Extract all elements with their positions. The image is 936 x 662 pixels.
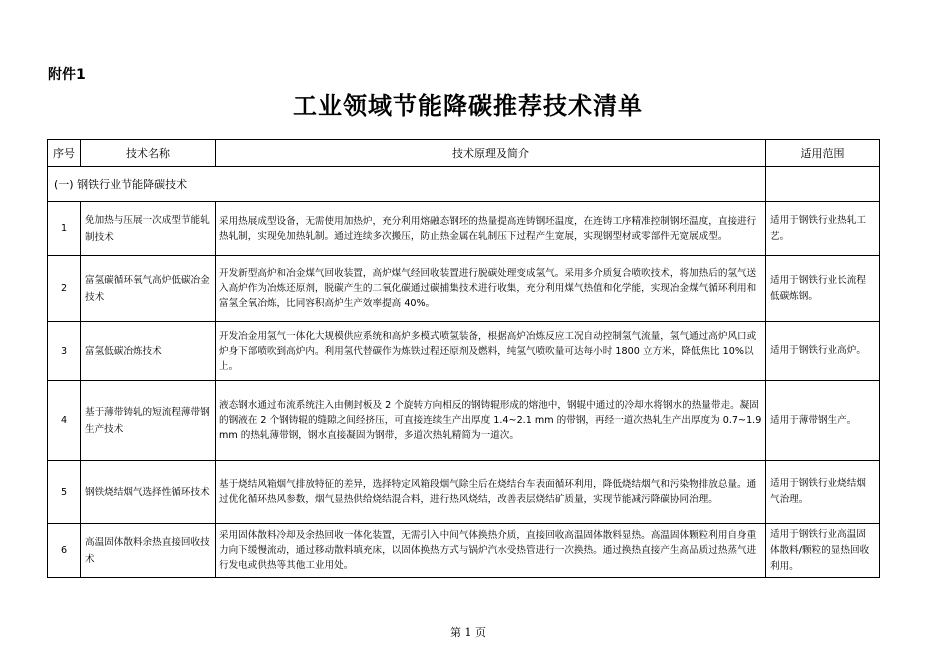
row-description: 采用固体散料冷却及余热回收一体化装置，无需引入中间气体换热介质，直接回收高温固体散料显热。高温固体颗粒利用自身重力向下缓慢流动，通过移动散料填充床，以固体换热方式与锅炉汽水受热管进行一次换热。通过换热直接产生高品质过热蒸气进行发电或供热等其他工业用处。 <box>216 524 766 578</box>
row-name: 免加热与压展一次成型节能轧制技术 <box>81 202 216 256</box>
table-row <box>48 256 880 322</box>
row-description: 基于烧结风箱烟气排放特征的差异，选择特定风箱段烟气除尘后在烧结台车表面循环利用，降低烧结烟气和污染物排放总量。通过优化循环热风参数，烟气显热供给烧结混合料，进行热风烧结，改善表层烧结矿质量，实现节能减污降碳协同治理。 <box>216 461 766 524</box>
row-description: 液态钢水通过布流系统注入由侧封板及 2 个旋转方向相反的钢铸辊形成的熔池中，钢辊中通过的冷却水将钢水的热量带走。凝固的钢液在 2 个钢铸辊的缝隙之间经挤压，可直接连续生产出厚度 1.4~2.1 mm 的带钢，再经一道次热轧生产出厚度为 0.7~1.9 mm 的热轧薄带钢，钢水直接凝固为钢带，多道次热轧精简为一道次。 <box>216 381 766 461</box>
table-row <box>48 202 880 256</box>
row-index: 5 <box>48 461 81 524</box>
table-row <box>48 322 880 381</box>
page-number: 第 1 页 <box>450 626 486 639</box>
row-description: 采用热展成型设备，无需使用加热炉，充分利用熔融态钢坯的热量提高连铸钢坯温度，在连铸工序精准控制钢坯温度，直接进行热轧制，实现免加热轧制。通过连续多次搬压，防止热金属在轧制压下过程产生宽展，实现钢型材或零部件无宽展成型。 <box>216 202 766 256</box>
technology-table <box>47 139 880 578</box>
row-name: 钢铁烧结烟气选择性循环技术 <box>81 461 216 524</box>
header-name: 技术名称 <box>81 140 216 167</box>
row-scope: 适用于钢铁行业高炉。 <box>766 322 880 381</box>
header-index: 序号 <box>48 140 81 167</box>
header-principle: 技术原理及简介 <box>216 140 766 167</box>
row-scope: 适用于钢铁行业长流程低碳炼钢。 <box>766 256 880 322</box>
row-scope: 适用于钢铁行业烧结烟气治理。 <box>766 461 880 524</box>
section-empty-cell <box>766 167 880 202</box>
row-index: 1 <box>48 202 81 256</box>
row-index: 2 <box>48 256 81 322</box>
row-name: 富氢低碳冶炼技术 <box>81 322 216 381</box>
row-name: 基于薄带铸轧的短流程薄带钢生产技术 <box>81 381 216 461</box>
row-index: 4 <box>48 381 81 461</box>
section-row <box>48 167 880 202</box>
row-name: 高温固体散料余热直接回收技术 <box>81 524 216 578</box>
row-scope: 适用于钢铁行业高温固体散料/颗粒的显热回收利用。 <box>766 524 880 578</box>
row-index: 3 <box>48 322 81 381</box>
table-row <box>48 381 880 461</box>
document-title: 工业领域节能降碳推荐技术清单 <box>293 91 643 120</box>
row-scope: 适用于薄带钢生产。 <box>766 381 880 461</box>
row-name: 富氢碳循环氧气高炉低碳冶金技术 <box>81 256 216 322</box>
row-scope: 适用于钢铁行业热轧工艺。 <box>766 202 880 256</box>
header-scope: 适用范围 <box>766 140 880 167</box>
table-row <box>48 461 880 524</box>
table-header-row <box>48 140 880 167</box>
attachment-label: 附件1 <box>48 67 86 83</box>
section-title: (一) 钢铁行业节能降碳技术 <box>48 167 766 202</box>
row-index: 6 <box>48 524 81 578</box>
row-description: 开发新型高炉和冶金煤气回收装置，高炉煤气经回收装置进行脱碳处理变成氢气。采用多介质复合喷吹技术，将加热后的氢气送入高炉作为冶炼还原剂，脱碳产生的二氧化碳通过碳捕集技术进行收集，充分利用煤气热值和化学能，实现冶金煤气循环利用和富氢全氧冶炼，比同容积高炉生产效率提高 40%。 <box>216 256 766 322</box>
row-description: 开发冶金用氢气一体化大规模供应系统和高炉多模式喷氢装备，根据高炉冶炼反应工况自动控制氢气流量，氢气通过高炉风口或炉身下部喷吹到高炉内。利用氢代替碳作为炼铁过程还原剂及燃料，纯氢气喷吹量可达每小时 1800 立方米，降低焦比 10%以上。 <box>216 322 766 381</box>
table-row <box>48 524 880 578</box>
